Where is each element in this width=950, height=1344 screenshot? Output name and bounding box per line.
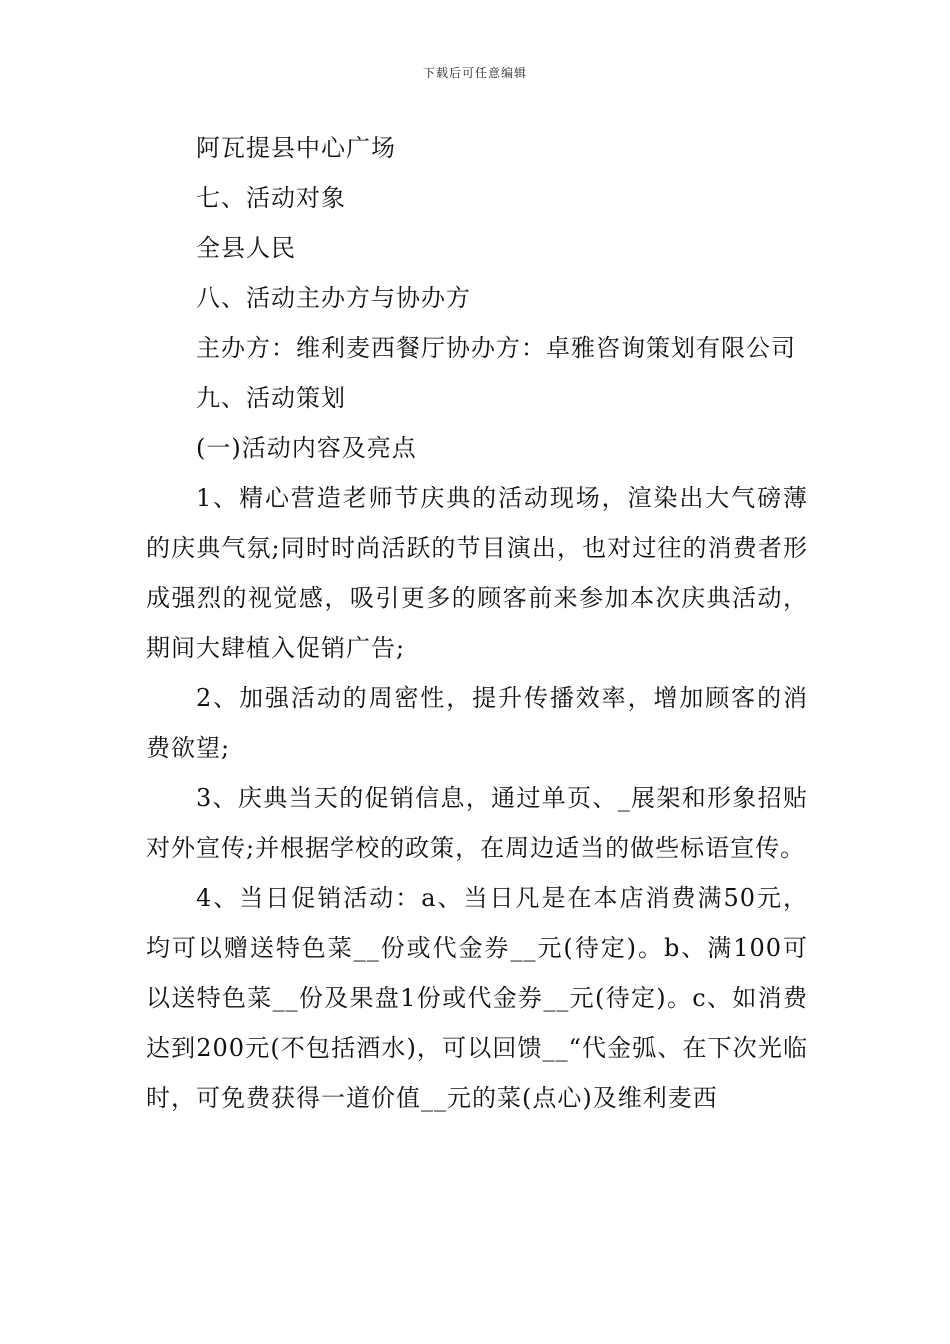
paragraph-venue: 阿瓦提县中心广场: [196, 134, 396, 162]
heading-activity-target: 七、活动对象: [196, 184, 346, 212]
heading-organizers: 八、活动主办方与协办方: [196, 284, 471, 312]
heading-activity-plan: 九、活动策划: [196, 384, 346, 412]
paragraph-item-4: 4、当日促销活动：a、当日凡是在本店消费满50元，均可以赠送特色菜__份或代金券__元(待定)。b、满100可以送特色菜__份及果盘1份或代金券__元(待定)。c、如消费达到200元(不包括酒水)，可以回馈__“代金弧、在下次光临时，可免费获得一道价值__元的菜(点心)及维利麦西: [146, 884, 808, 1112]
paragraph-target: 全县人民: [196, 234, 296, 262]
paragraph-organizers: 主办方：维利麦西餐厅协办方：卓雅咨询策划有限公司: [196, 334, 796, 362]
document-body: [146, 123, 808, 1123]
paragraph-item-1: 1、精心营造老师节庆典的活动现场，渲染出大气磅薄的庆典气氛;同时时尚活跃的节目演出，也对过往的消费者形成强烈的视觉感，吸引更多的顾客前来参加本次庆典活动，期间大肆植入促销广告;: [146, 484, 808, 662]
subheading-content-highlights: (一)活动内容及亮点: [196, 434, 417, 462]
page-header-note: 下载后可任意编辑: [422, 66, 527, 80]
paragraph-item-3: 3、庆典当天的促销信息，通过单页、_展架和形象招贴对外宣传;并根据学校的政策，在周边适当的做些标语宣传。: [146, 784, 808, 862]
paragraph-item-2: 2、加强活动的周密性，提升传播效率，增加顾客的消费欲望;: [146, 684, 808, 762]
